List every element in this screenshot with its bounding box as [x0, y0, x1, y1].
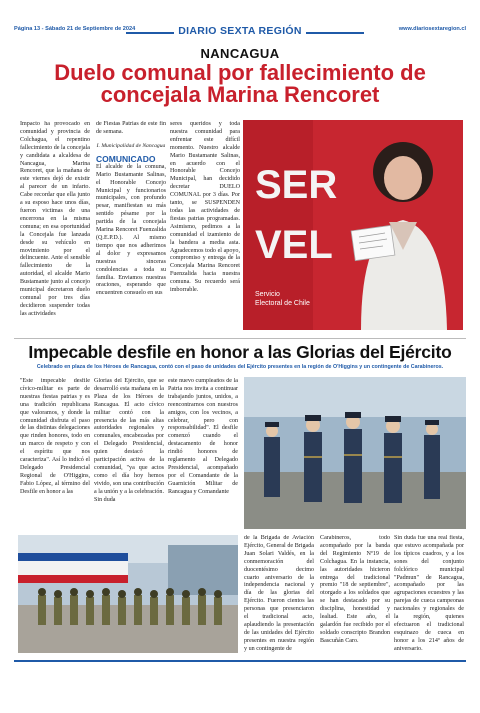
servel-subtitle-line2: Electoral de Chile [255, 300, 310, 307]
article2-column-5 [320, 535, 390, 657]
article1-photo [243, 120, 463, 330]
article2-photo-parade [18, 535, 238, 653]
article2-col4-text: de la Brigada de Aviación Ejército, General de Brigada Juan Solari Valdés, en la conmemoración del duocentésimo decimo cuarto aniversario de la independencia nacional y día de las glorias del Ejército. Fueron cientos las personas que presenciaron el tradicional acto, aplaudiendo la presentación de las unidades del Ejército presentes en nuestra región y un contingente de [244, 535, 314, 652]
header-rule-right [306, 32, 364, 34]
article2-col5-text: Carabineros, todo acompañado por la banda del Regimiento Nº19 de Colchagua. En la instancia, las autoridades hicieron entrega del tradicional premio "18 de septiembre", otorgado a los soldados que se han destacado por su disciplina, honestidad y lealtad. Este año, el galardón fue recibido por el soldado conscripto Brandon Bascuñán Caro. [320, 535, 390, 644]
article1-subhead: COMUNICADO [96, 153, 156, 164]
article2-column-4 [244, 535, 314, 657]
page-info: Página 13 - Sábado 21 de Septiembre de 2024 [14, 26, 136, 32]
article2-deck: Celebrado en plaza de los Héroes de Rancagua, contó con el paso de unidades del Ejército presentes en la región de O'Higgins y un contingente de Carabineros. [36, 364, 444, 370]
article-divider [14, 338, 466, 339]
page-bottom-rule [14, 660, 466, 662]
article1-col3-text: seres queridos y toda nuestra comunidad para enfrentar este difícil momento. Nuestro alcalde Mario Bustamante Salinas, en acuerdo con el Honorable Concejo Municipal, han decidido decretar DUELO COMUNAL por 3 días. Por tanto, se SUSPENDEN todas las actividades de fiestas patrias programadas. Asimismo, pedimos a la comunidad el izamiento de la bandera a media asta. Agradecemos todo el apoyo, compromiso y entrega de la Concejala Marina Rencoret Fuenzalida hacia nuestra comuna. Su recuerdo será imborrable. [170, 121, 240, 294]
article1-col2-bottom-text: El alcalde de la comuna, Mario Bustamante Salinas, el Honorable Concejo Municipal y funcionarios municipales, con profundo pesar, manifiestan su más sentido pésame por la partida de la concejala Marina Rencoret Fuenzalida (Q.E.P.D.). Al mismo tiempo que nos adherimos al dolor y expresamos nuestras sinceras condolencias a toda su familia. Enviamos nuestras oraciones, esperando que encuentren consuelo en sus [96, 163, 166, 297]
article1-column-1 [20, 121, 90, 333]
header-rule-left [126, 32, 174, 34]
website-link[interactable]: www.diariosextaregion.cl [398, 26, 466, 32]
article2-col6-text: Sin duda fue una real fiesta, que estuvo acompañada por los típicos cuadros, y a los sones del conjunto folclórico municipal "Padmun" de Rancagua, acompañado por las agrupaciones ecuestres y las parejas de cueca campeonas nacionales y regionales de la región, quienes efectuaron el tradicional esquinazo de cueca en honor a los 214º años de aniversario. [394, 535, 464, 652]
article1-col2-top-text: de Fiestas Patrias de este fin de semana. [96, 121, 166, 135]
article1-column-3 [170, 121, 240, 333]
article2-col1-text: "Este impecable desfile cívico-militar es parte de nuestras fiestas patrias y es una tradición republicana que valoramos, y donde la comunidad disfruta el paso de las distintas delegaciones que rinden honores, todo en un marco de respeto y con el espíritu que nos caracteriza". Así lo indicó el Delegado Presidencial Regional de O'Higgins, Fabio López, al término del Desfile en honor a las [20, 378, 90, 495]
article2-col2-text: Glorias del Ejército, que se desarrolló esta mañana en la Plaza de los Héroes de Rancagua. El acto cívico militar contó con la presencia de las más altas autoridades regionales y comunales, encabezadas por el Delegado Presidencial, quien destacó la participación activa de la comunidad, "ya que actos como el día hoy hemos vivido, son una contribución a la unión y a la celebración. Sin duda [94, 378, 164, 503]
article2-column-3 [168, 378, 238, 530]
article1-col1-text: Impacto ha provocado en comunidad y provincia de Colchagua, el repentino fallecimiento de la concejala y candidata a alcaldesa de Nancagua, Marina Rencoret, que la mañana de este viernes dejó de existir al parecer de un infarto. Cabe recordar que ella junto a su esposo hace unos días, fueron victimas de una encerrona en la misma comuna; en esa oportunidad la Concejala fue lanzada desde su vehículo en movimiento por el delincuente. Ante el sensible fallecimiento de la autoridad, el alcalde Mario Bustamante junto al concejo municipal decretaron duelo comunal por tres días decidieron suspender todas las actividades [20, 121, 90, 317]
article2-column-6 [394, 535, 464, 657]
article1-headline: Duelo comunal por fallecimiento de concejala Marina Rencoret [54, 60, 426, 107]
article2-column-1 [20, 378, 90, 530]
article1-column-2 [96, 121, 166, 333]
section-title: DIARIO SEXTA REGIÓN [178, 25, 302, 37]
article1-caption: I. Municipalidad de Nancagua [96, 142, 166, 149]
servel-subtitle-line1: Servicio [255, 291, 280, 298]
article1-kicker: NANCAGUA [200, 46, 280, 61]
servel-letters-top: SER [255, 163, 338, 207]
article2-photo-soldiers [244, 377, 466, 529]
servel-letters-bottom: VEL [255, 223, 333, 267]
page-header [14, 26, 466, 38]
article2-column-2 [94, 378, 164, 530]
article2-col3-text: este nuevo cumpleaños de la Patria nos invita a continuar trabajando juntos, unidos, a reencontrarnos con nuestros amigos, con los vecinos, a celebrar, pero con responsabilidad". El desfile comenzó cuando el destacamento de honor rindió honores de reglamento al Delegado Presidencial, acompañado por el Comandante de la Guarnición Militar de Rancagua y Comandante [168, 378, 238, 495]
article2-headline: Impecable desfile en honor a las Glorias del Ejército [28, 342, 452, 362]
